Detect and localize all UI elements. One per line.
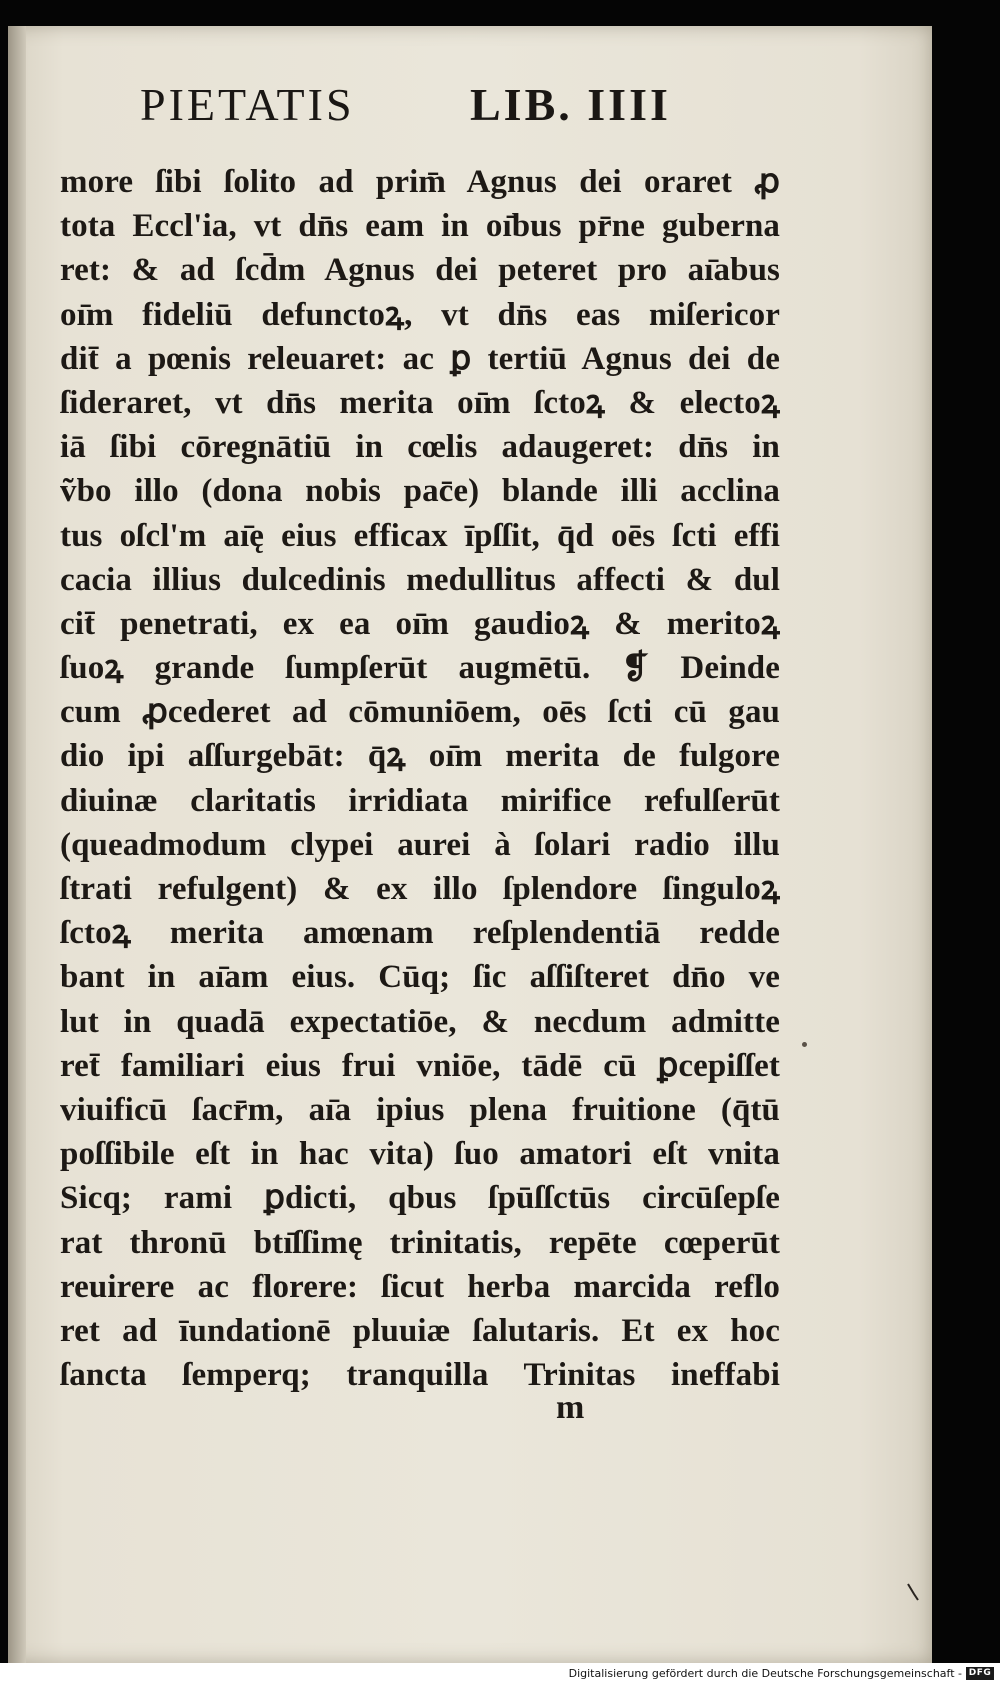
signature-mark: m (556, 1389, 585, 1426)
text-line: oı̄m fideliū defunctoꝝ, vt dn̄s eas miſericor (60, 296, 780, 333)
body-text (60, 160, 780, 1397)
text-line: Sicq; rami ꝑdicti, qbus ſpūſſctūs circūſepſe (60, 1180, 780, 1217)
text-line: reuirere ac florere: ſicut herba marcida reflo (60, 1268, 780, 1305)
text-line: ſancta ſemperq; tranquilla Trinitas ineffabi (60, 1357, 780, 1394)
running-head-right: LIB. IIII (470, 79, 671, 130)
text-line: ret ad īundationē pluuiæ ſalutaris. Et ex hoc (60, 1312, 780, 1349)
book-page (8, 26, 932, 1663)
text-line: ret: & ad ſcd̄m Agnus dei peteret pro aı̄abus (60, 252, 780, 289)
footer-credit: Digitalisierung gefördert durch die Deutsche Forschungsgemeinschaft - (568, 1667, 962, 1680)
text-line: dit̄ a pœnis releuaret: ac ꝑ tertiū Agnus dei de (60, 340, 780, 377)
text-line: more ſibi ſolito ad prim̄ Agnus dei oraret ꝓ (60, 164, 780, 200)
text-line: viuificū ſacr̄m, aı̄a ipius plena fruitione (q̄tū (60, 1091, 780, 1128)
text-line: ſuoꝝ grande ſumpſerūt augmētū. ❡ Deinde (60, 650, 780, 687)
footer-bar (0, 1663, 1000, 1686)
text-line: bant in aı̄am eius. Cūq; ſic aſſiſteret dn̄o ve (60, 959, 780, 996)
page-gutter-shadow (8, 26, 26, 1663)
text-line: (queadmodum clypei aurei à ſolari radio illu (60, 826, 780, 863)
text-line: ṽbo illo (dona nobis pac̄e) blande illi acclina (60, 473, 780, 510)
text-line: tota Eccl'ia, vt dn̄s eam in oı̄bus pr̄ne guberna (60, 208, 780, 245)
running-head-left: PIETATIS (140, 79, 355, 130)
text-line: ſideraret, vt dn̄s merita oı̄m ſctoꝝ & electoꝝ (60, 384, 780, 421)
text-line: cit̄ penetrati, ex ea oı̄m gaudioꝝ & meritoꝝ (60, 605, 780, 642)
ink-speck (802, 1042, 807, 1047)
text-line: dio ipi aſſurgebāt: q̄ꝝ oı̄m merita de fulgore (60, 738, 780, 775)
text-line: poſſibile eſt in hac vita) ſuo amatori eſt vnita (60, 1136, 780, 1173)
text-line: ſtrati refulgent) & ex illo ſplendore ſinguloꝝ (60, 871, 780, 907)
text-line: lut in quadā expectatiōe, & necdum admitte (60, 1003, 780, 1040)
text-line: cum ꝓcederet ad cōmuniōem, oēs ſcti cū gau (60, 694, 780, 731)
text-line: ret̄ familiari eius frui vniōe, tādē cū ꝑcepiſſet (60, 1047, 780, 1084)
dfg-logo: DFG (966, 1667, 994, 1680)
running-head (140, 78, 700, 138)
text-line: tus oſcl'm aı̄ę eius efficax īpſſit, q̄d oēs ſcti effi (60, 517, 780, 554)
text-line: iā ſibi cōregnātiū in cœlis adaugeret: dn̄s in (60, 429, 780, 466)
text-line: rat thronū btı̄ſſimę trinitatis, repēte cœperūt (60, 1224, 780, 1261)
text-line: cacia illius dulcedinis medullitus affecti & dul (60, 561, 780, 598)
text-line: diuinæ claritatis irridiata mirifice refulſerūt (60, 782, 780, 819)
text-line: ſctoꝝ merita amœnam reſplendentiā redde (60, 915, 780, 952)
corner-mark-icon (906, 1582, 920, 1602)
